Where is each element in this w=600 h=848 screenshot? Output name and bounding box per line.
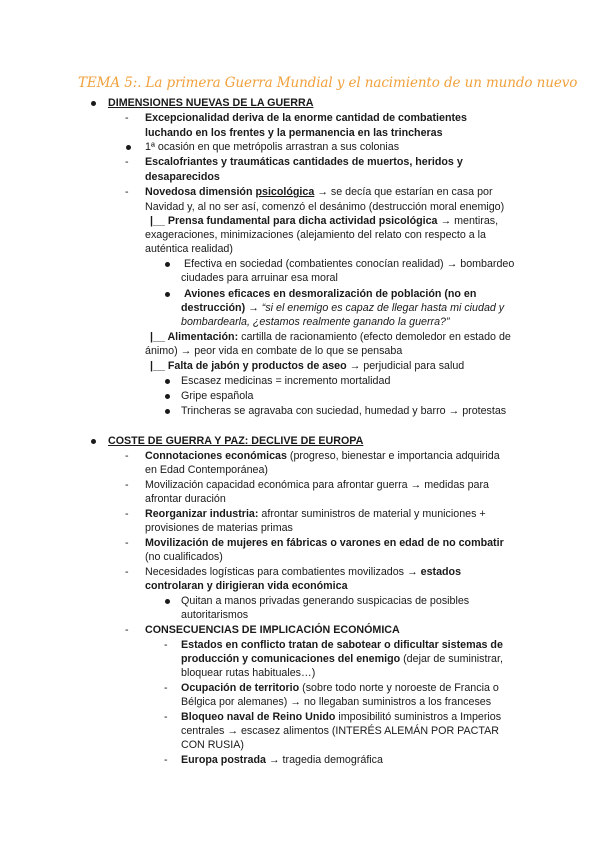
dash-marker: - [125, 156, 129, 168]
item-mujeres: Movilización de mujeres en fábricas o varones en edad de no combatir [145, 537, 504, 549]
sub-jabon-bold: Falta de jabón y productos de aseo [164, 360, 347, 372]
bullet-icon [165, 599, 170, 604]
item-connotaciones [145, 449, 500, 464]
item-logistica-rest: Necesidades logísticas para combatientes movilizados → [145, 566, 421, 578]
item-reorganizar [145, 507, 486, 522]
tree-connector: |__ [150, 215, 165, 227]
item-aviones-bold: destrucción) [181, 302, 246, 314]
dash-marker: - [125, 186, 129, 198]
item-ocupacion-bold: Ocupación de territorio [181, 682, 300, 694]
section-heading-coste: COSTE DE GUERRA Y PAZ: DECLIVE DE EUROPA [108, 435, 364, 447]
item-quitan: Quitan a manos privadas generando suspicacias de posibles [181, 595, 470, 607]
bullet-icon [165, 379, 170, 384]
dash-marker: - [125, 450, 129, 462]
item-psicologica-underlined: psicológica [255, 186, 315, 198]
item-connotaciones-rest: (progreso, bienestar e importancia adquirida [286, 450, 500, 462]
item-sabotear-cont [181, 652, 503, 667]
item-logistica-cont: controlaran y dirigieran vida económica [145, 580, 348, 592]
section-heading-dimensiones: DIMENSIONES NUEVAS DE LA GUERRA [108, 97, 314, 109]
item-aviones-cont [181, 301, 504, 316]
item-excepcionalidad: Excepcionalidad deriva de la enorme cantidad de combatientes [145, 112, 467, 124]
item-psicologica-rest: → se decía que estarían en casa por [314, 186, 493, 198]
item-bloqueo-rest: imposibilitó suministros a Imperios [335, 711, 502, 723]
dash-marker: - [125, 112, 129, 124]
dash-marker: - [164, 639, 168, 651]
bullet-icon [165, 292, 170, 297]
bullet-icon [165, 262, 170, 267]
item-europa-postrada-bold: Europa postrada [181, 754, 266, 766]
subheading-consecuencias: CONSECUENCIAS DE IMPLICACIÓN ECONÓMICA [145, 624, 400, 636]
item-ocupacion-rest: (sobre todo norte y noroeste de Francia o [299, 682, 499, 694]
bullet-icon [91, 101, 96, 106]
page-title: TEMA 5:. La primera Guerra Mundial y el nacimiento de un mundo nuevo [78, 75, 578, 91]
item-ocupacion [181, 681, 499, 696]
item-bloqueo-cont2: CON RUSIA) [181, 739, 244, 751]
item-efectiva: Efectiva en sociedad (combatientes conocían realidad) → bombardeo [184, 258, 515, 270]
item-logistica-bold: estados [420, 566, 462, 578]
item-ocupacion-cont: Bélgica por alemanes) → no llegaban suministros a los franceses [181, 696, 492, 708]
item-colonias: 1ª ocasión en que metrópolis arrastran a sus colonias [145, 141, 400, 153]
sub-prensa-cont2: auténtica realidad) [145, 243, 233, 255]
item-cantidades: Escalofriantes y traumáticas cantidades de muertos, heridos y [145, 156, 463, 168]
item-reorganizar-bold: Reorganizar industria: [145, 508, 259, 520]
item-movilizacion-capacidad-cont: afrontar duración [145, 493, 226, 505]
item-aviones-quote-cont: bombardearla, ¿estamos realmente ganando la guerra?” [181, 316, 450, 328]
item-efectiva-cont: ciudades para arruinar esa moral [181, 272, 338, 284]
bullet-icon [91, 439, 96, 444]
item-psicologica-bold: Novedosa dimensión [145, 186, 256, 198]
sub-prensa-cont: exageraciones, minimizaciones (alejamiento del relato con respecto a la [145, 229, 486, 241]
item-aviones: Aviones eficaces en desmoralización de población (no en [184, 288, 477, 300]
item-connotaciones-cont: en Edad Contemporánea) [145, 464, 268, 476]
item-bloqueo-bold: Bloqueo naval de Reino Unido [181, 711, 336, 723]
dash-marker: - [125, 566, 129, 578]
item-reorganizar-rest: afrontar suministros de material y municiones + [258, 508, 486, 520]
item-excepcionalidad-cont: luchando en los frentes y la permanencia en las trincheras [145, 127, 443, 139]
item-bloqueo-cont: centrales → escasez alimentos (INTERÉS ALEMÁN POR PACTAR [181, 725, 499, 737]
dash-marker: - [125, 624, 129, 636]
item-sabotear-rest: (dejar de suministrar, [400, 653, 503, 665]
item-europa-postrada [181, 753, 383, 768]
dash-marker: - [164, 711, 168, 723]
item-psicologica-cont: Navidad y, al no ser así, comenzó el desánimo (destrucción moral enemigo) [145, 201, 505, 213]
sub-prensa-rest: → mentiras, [437, 215, 499, 227]
tree-connector: |__ [150, 331, 165, 343]
dash-marker: - [164, 682, 168, 694]
sub-jabon-rest: → perjudicial para salud [346, 360, 465, 372]
item-mujeres-cont: (no cualificados) [145, 551, 223, 563]
item-psicologica [145, 185, 493, 200]
sub-alimentacion-cont: ánimo) → peor vida en combate de lo que se pensaba [145, 345, 403, 357]
bullet-icon [126, 145, 131, 150]
item-europa-postrada-rest: → tragedia demográfica [265, 754, 383, 766]
tree-connector: |__ [150, 360, 165, 372]
dash-marker: - [125, 479, 129, 491]
item-reorganizar-cont: provisiones de materias primas [145, 522, 293, 534]
item-logistica [145, 565, 461, 580]
sub-alimentacion-rest: cartilla de racionamiento (efecto demoledor en estado de [238, 331, 511, 343]
item-quitan-cont: autoritarismos [181, 609, 249, 621]
dash-marker: - [125, 537, 129, 549]
item-movilizacion-capacidad: Movilización capacidad económica para afrontar guerra → medidas para [145, 479, 489, 491]
dash-marker: - [164, 754, 168, 766]
bullet-icon [165, 409, 170, 414]
sub-jabon [150, 359, 464, 374]
bullet-icon [165, 394, 170, 399]
item-sabotear: Estados en conflicto tratan de sabotear o dificultar sistemas de [181, 639, 503, 651]
item-sabotear-cont2: bloquear rutas habituales…) [181, 667, 316, 679]
item-gripe: Gripe española [181, 390, 254, 402]
sub-prensa-bold: Prensa fundamental para dicha actividad psicológica [164, 215, 438, 227]
item-sabotear-bold: producción y comunicaciones del enemigo [181, 653, 401, 665]
sub-alimentacion-bold: Alimentación: [164, 331, 239, 343]
item-connotaciones-bold: Connotaciones económicas [145, 450, 287, 462]
item-cantidades-cont: desaparecidos [145, 171, 220, 183]
sub-prensa [150, 214, 498, 229]
item-aviones-quote: → “si el enemigo es capaz de llegar hasta mi ciudad y [245, 302, 505, 314]
dash-marker: - [125, 508, 129, 520]
item-medicinas: Escasez medicinas = incremento mortalidad [181, 375, 391, 387]
sub-alimentacion [150, 330, 511, 345]
item-bloqueo [181, 710, 501, 725]
item-trincheras: Trincheras se agravaba con suciedad, humedad y barro → protestas [181, 405, 507, 417]
